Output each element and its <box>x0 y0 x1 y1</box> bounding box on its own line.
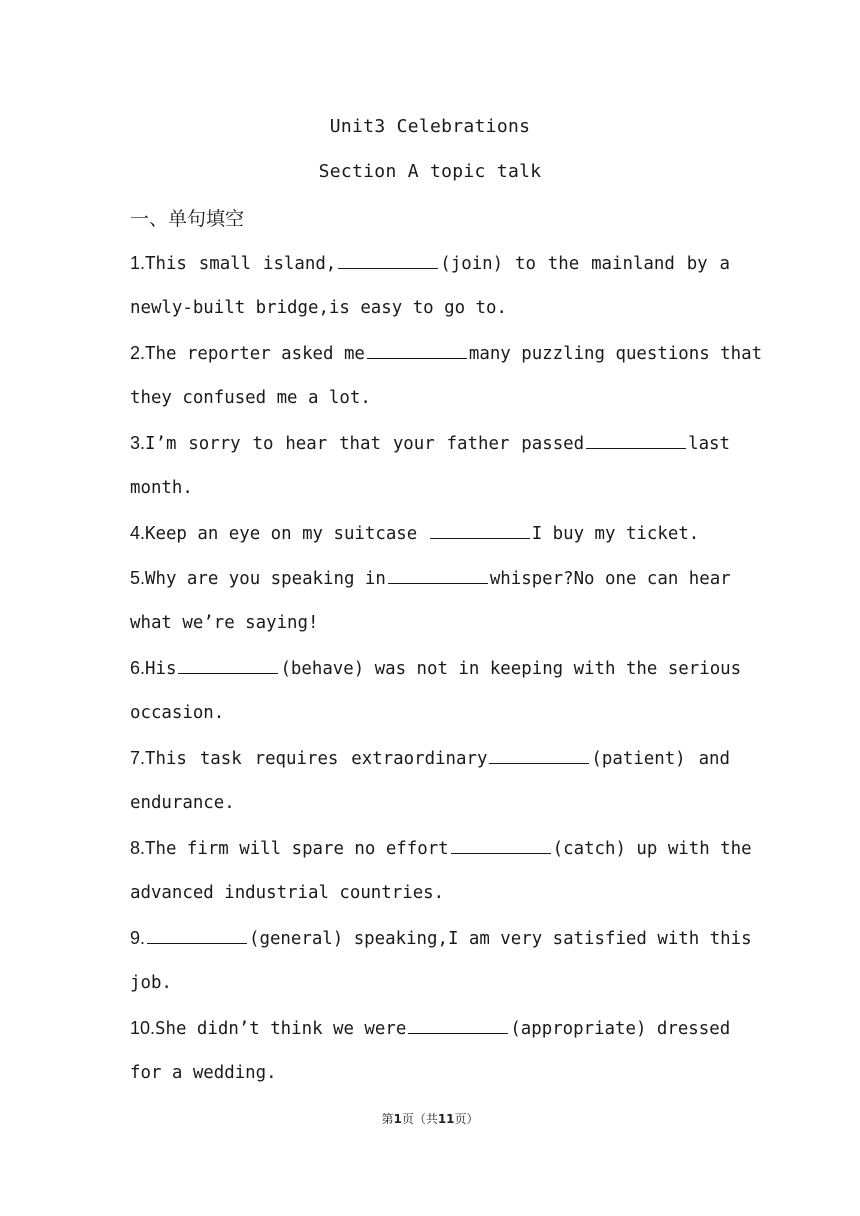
answer-blank[interactable] <box>408 1016 508 1034</box>
page-total: 11 <box>437 1112 455 1126</box>
question-number: 5. <box>130 568 146 588</box>
question-4-line-1: 4.Keep an eye on my suitcase I buy my ticket. <box>130 523 700 544</box>
question-number: 8. <box>130 838 146 858</box>
question-number: 2. <box>130 343 146 363</box>
question-10-line-2: for a wedding. <box>130 1063 277 1083</box>
question-number: 4. <box>130 523 146 543</box>
question-number: 9. <box>130 928 146 948</box>
question-8-line-1: 8.The firm will spare no effort (catch) up with the <box>130 838 752 859</box>
question-10-line-1: 10.She didn’t think we were (appropriate) dressed <box>130 1018 731 1039</box>
question-2-line-2: they confused me a lot. <box>130 388 371 408</box>
question-5-line-1: 5.Why are you speaking in whisper?No one can hear <box>130 568 731 589</box>
page-footer: 第1页（共11页） <box>381 1112 479 1126</box>
page-number: 1 <box>393 1112 402 1126</box>
question-number: 1. <box>130 253 146 273</box>
question-3-line-2: month. <box>130 478 193 498</box>
answer-blank[interactable] <box>451 836 551 854</box>
question-7-line-2: endurance. <box>130 793 235 813</box>
question-number: 3. <box>130 433 146 453</box>
answer-blank[interactable] <box>388 566 488 584</box>
answer-blank[interactable] <box>338 251 438 269</box>
unit-title: Unit3 Celebrations <box>329 116 531 137</box>
question-3-line-1: 3.I’m sorry to hear that your father passed last <box>130 433 730 454</box>
question-2-line-1: 2.The reporter asked me many puzzling questions that <box>130 343 763 364</box>
question-number: 7. <box>130 748 146 768</box>
answer-blank[interactable] <box>367 341 467 359</box>
question-6-line-1: 6.His (behave) was not in keeping with the serious <box>130 658 742 679</box>
question-number: 10. <box>130 1018 156 1038</box>
question-8-line-2: advanced industrial countries. <box>130 883 445 903</box>
question-9-line-2: job. <box>130 973 172 993</box>
question-1-line-1: 1.This small island, (join) to the mainland by a <box>130 253 730 274</box>
answer-blank[interactable] <box>489 746 589 764</box>
question-9-line-1: 9. (general) speaking,I am very satisfied with this <box>130 928 752 949</box>
answer-blank[interactable] <box>147 926 247 944</box>
answer-blank[interactable] <box>430 521 530 539</box>
answer-blank[interactable] <box>586 431 686 449</box>
question-1-line-2: newly-built bridge,is easy to go to. <box>130 298 507 318</box>
question-5-line-2: what we’re saying! <box>130 613 319 633</box>
answer-blank[interactable] <box>178 656 278 674</box>
question-number: 6. <box>130 658 146 678</box>
section-subtitle: Section A topic talk <box>318 161 542 182</box>
question-6-line-2: occasion. <box>130 703 225 723</box>
exercise-heading: 一、单句填空 <box>130 208 245 230</box>
question-7-line-1: 7.This task requires extraordinary (patient) and <box>130 748 730 769</box>
